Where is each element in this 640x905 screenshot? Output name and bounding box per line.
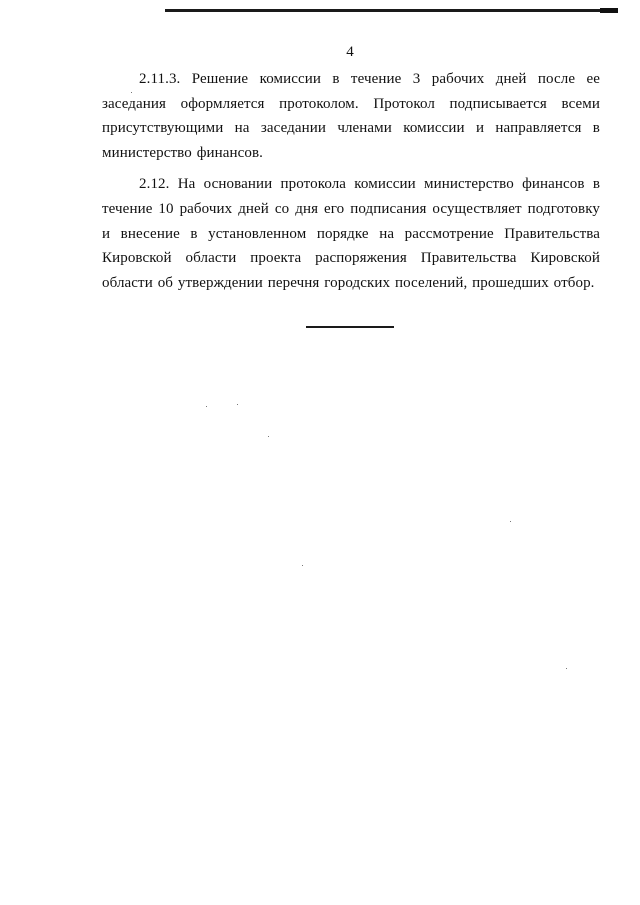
scan-speck: [206, 406, 207, 407]
end-of-text-divider: [306, 326, 394, 328]
scan-speck: [268, 436, 269, 437]
scan-speck: [566, 668, 567, 669]
top-border-line: [165, 9, 617, 12]
scan-speck: [237, 404, 238, 405]
document-body: [102, 67, 600, 295]
scan-speck: [131, 92, 132, 93]
page-number: 4: [346, 44, 354, 60]
top-border-line-end: [600, 8, 618, 13]
paragraph-2-12: 2.12. На основании протокола комиссии министерство финансов в течение 10 рабочих дней со дня его подписания осуществляет подготовку и внесение в установленном порядке на рассмотрение Правительства Кировской области проекта распоряжения Правительства Кировской области об утверждении перечня городских поселений, прошедших отбор.: [102, 176, 600, 291]
scan-speck: [302, 565, 303, 566]
paragraph-2-11-3: 2.11.3. Решение комиссии в течение 3 рабочих дней после ее заседания оформляется протоколом. Протокол подписывается всеми присутствующими на заседании членами комиссии и направляется в министерство финансов.: [102, 71, 600, 161]
scan-speck: [510, 521, 511, 522]
